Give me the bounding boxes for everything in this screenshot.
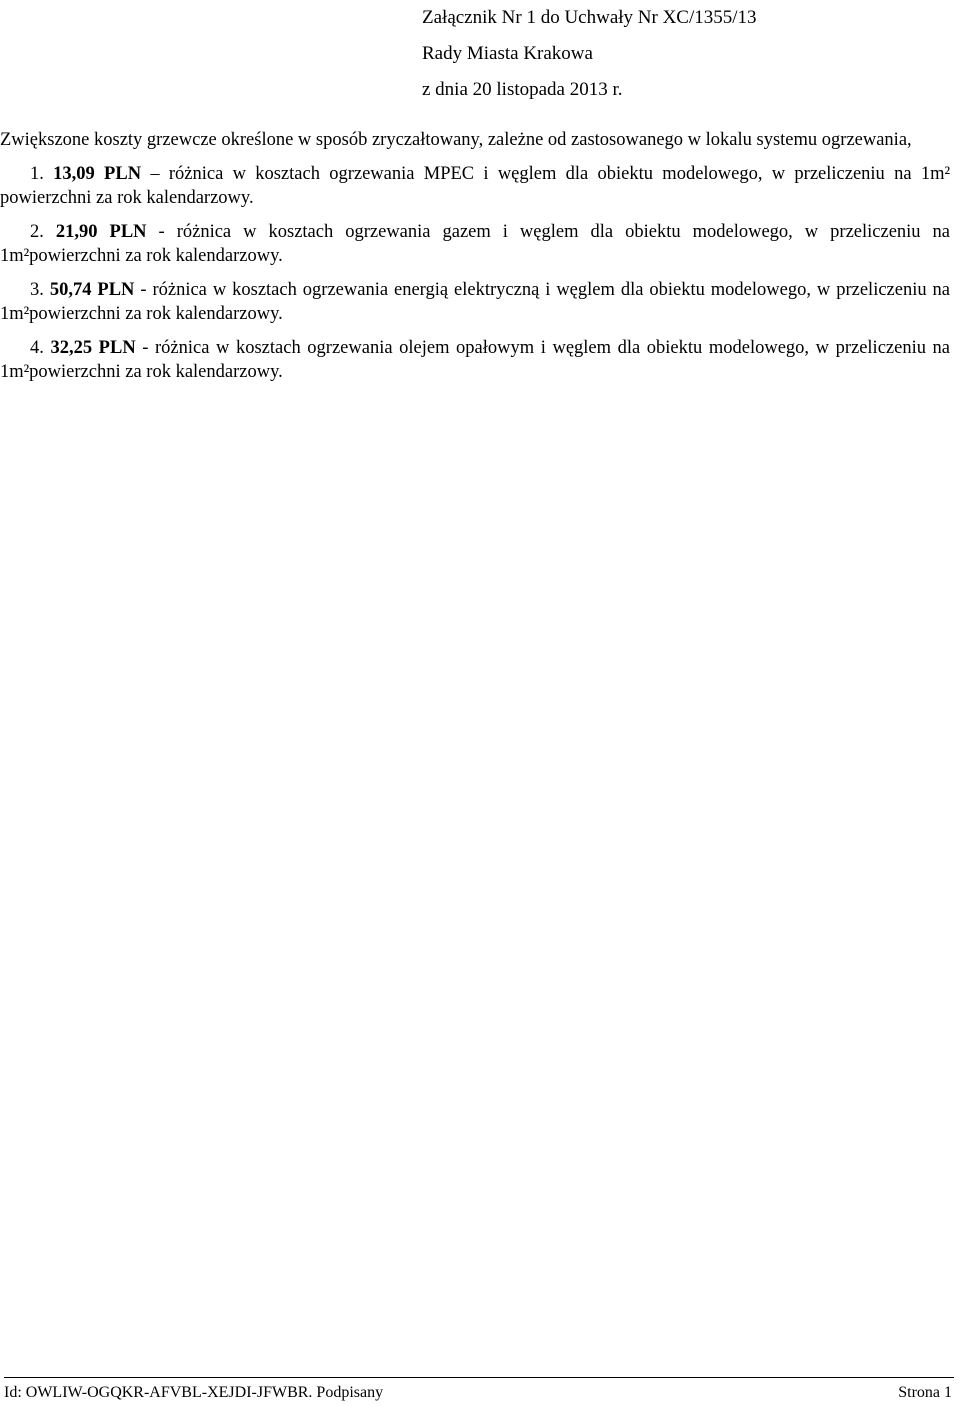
list-item (0, 162, 950, 210)
document-body (0, 128, 950, 394)
list-item (0, 278, 950, 326)
item-text: - różnica w kosztach ogrzewania energią elektryczną i węglem dla obiektu modelowego, w przeliczeniu na 1m²powierzchni za rok kalendarzowy. (0, 280, 951, 324)
footer-divider (4, 1377, 954, 1378)
item-number: 1. (30, 164, 44, 184)
item-number: 2. (30, 222, 44, 242)
item-amount: 32,25 PLN (50, 338, 136, 358)
document-date: z dnia 20 listopada 2013 r. (422, 79, 623, 100)
item-amount: 50,74 PLN (49, 280, 135, 300)
document-header (422, 0, 757, 108)
list-item (0, 220, 950, 268)
item-amount: 13,09 PLN (53, 164, 142, 184)
council-name: Rady Miasta Krakowa (422, 43, 593, 64)
item-amount: 21,90 PLN (55, 222, 147, 242)
attachment-title: Załącznik Nr 1 do Uchwały Nr XC/1355/13 (422, 7, 757, 28)
item-text: - różnica w kosztach ogrzewania olejem opałowym i węglem dla obiektu modelowego, w przeliczeniu na 1m²powierzchni za rok kalendarzowy. (0, 338, 951, 382)
document-id: Id: OWLIW-OGQKR-AFVBL-XEJDI-JFWBR. Podpisany (4, 1384, 384, 1401)
intro-paragraph: Zwiększone koszty grzewcze określone w sposób zryczałtowany, zależne od zastosowanego w lokalu systemu ogrzewania, (0, 130, 912, 150)
page-footer (4, 1383, 952, 1403)
list-item (0, 336, 950, 384)
item-number: 3. (30, 280, 44, 300)
item-number: 4. (30, 338, 44, 358)
page-number: Strona 1 (898, 1384, 952, 1401)
item-text: - różnica w kosztach ogrzewania gazem i węglem dla obiektu modelowego, w przeliczeniu na 1m²powierzchni za rok kalendarzowy. (0, 222, 951, 266)
item-text: – różnica w kosztach ogrzewania MPEC i węglem dla obiektu modelowego, w przeliczeniu na 1m² powierzchni za rok kalendarzowy. (0, 164, 951, 208)
